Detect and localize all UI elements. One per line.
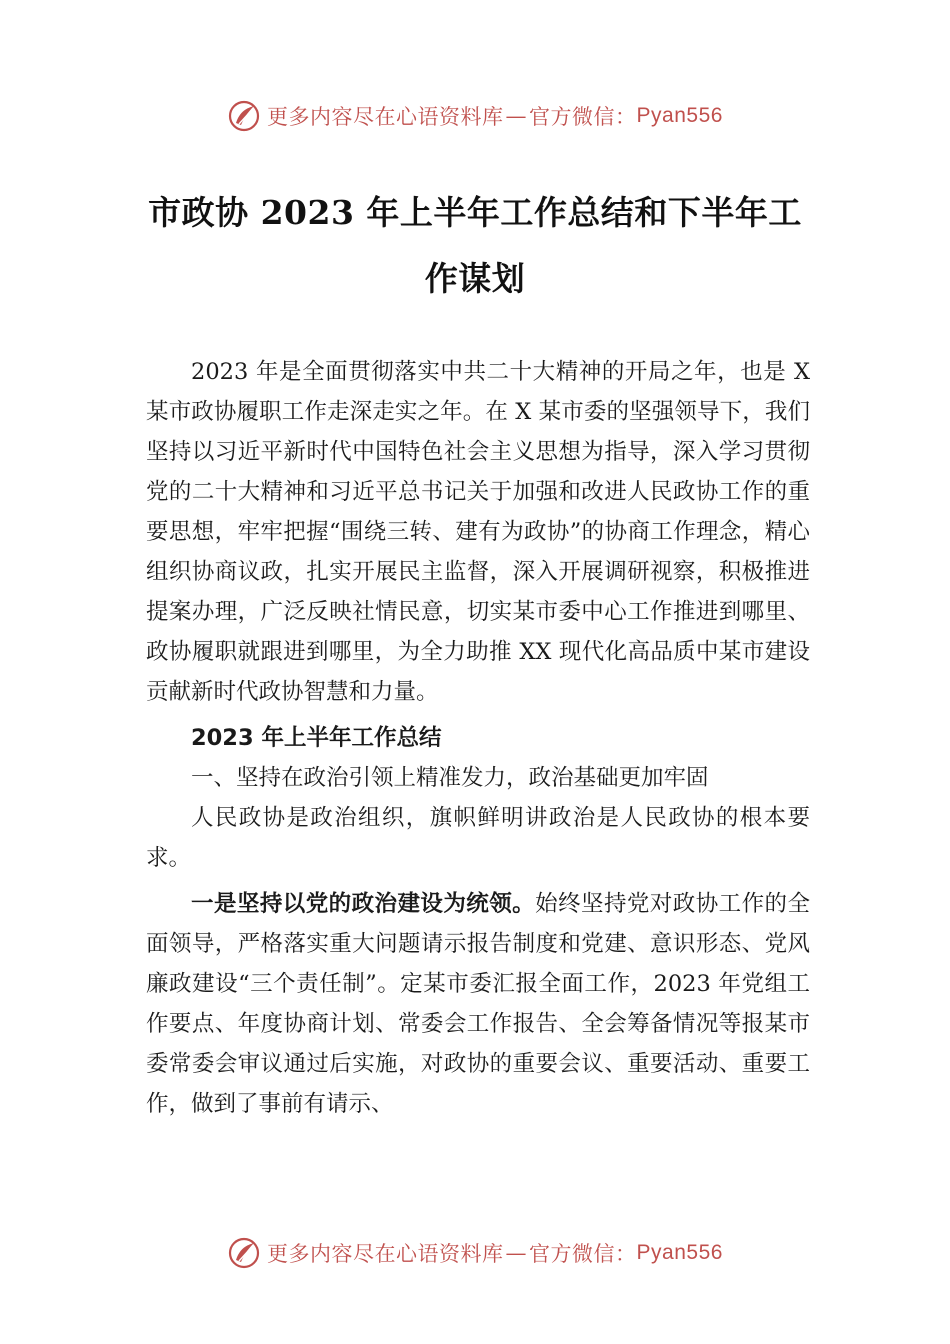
watermark-logo-icon xyxy=(227,1236,261,1270)
paragraph-party-building xyxy=(146,884,810,1124)
section-heading: 2023 年上半年工作总结 xyxy=(191,725,442,751)
watermark-logo-icon xyxy=(227,99,261,133)
paragraph-body: 始终坚持党对政协工作的全面领导，严格落实重大问题请示报告制度和党建、意识形态、党风廉政建设“三个责任制”。定某市委汇报全面工作，2023 年党组工作要点、年度协商计划、常委会工作报告、全会筹备情况等报某市委常委会审议通过后实施，对政协的重要会议、重要活动、重要工作，做到了事前有请示、 xyxy=(146,891,810,1117)
watermark-contact: 官方微信： xyxy=(529,105,637,129)
watermark-banner-top xyxy=(0,96,950,136)
document-body xyxy=(146,352,810,1124)
intro-paragraph: 2023 年是全面贯彻落实中共二十大精神的开局之年，也是 X 某市政协履职工作走深走实之年。在 X 某市委的坚强领导下，我们坚持以习近平新时代中国特色社会主义思想为指导，深入学习贯彻党的二十大精神和习近平总书记关于加强和改进人民政协工作的重要思想，牢牢把握“围绕三转、建有为政协”的协商工作理念，精心组织协商议政，扎实开展民主监督，深入开展调研视察，积极推进提案办理，广泛反映社情民意，切实某市委中心工作推进到哪里、政协履职就跟进到哪里，为全力助推 XX 现代化高品质中某市建设贡献新时代政协智慧和力量。 xyxy=(146,359,810,705)
watermark-banner-bottom xyxy=(0,1233,950,1273)
paragraph-lead: 一是坚持以党的政治建设为统领。 xyxy=(191,891,536,917)
watermark-wechat-id: Pyan556 xyxy=(636,104,723,127)
watermark-separator: — xyxy=(505,104,528,128)
subsection-heading: 一、坚持在政治引领上精准发力，政治基础更加牢固 xyxy=(191,765,709,791)
paragraph-political-organization: 人民政协是政治组织，旗帜鲜明讲政治是人民政协的根本要求。 xyxy=(146,805,810,871)
watermark-text: 更多内容尽在心语资料库 xyxy=(267,105,504,129)
watermark-contact: 官方微信： xyxy=(529,1242,637,1266)
watermark-text: 更多内容尽在心语资料库 xyxy=(267,1242,504,1266)
watermark-separator: — xyxy=(505,1241,528,1265)
document-title: 市政协 2023 年上半年工作总结和下半年工作谋划 xyxy=(148,193,802,298)
watermark-wechat-id: Pyan556 xyxy=(636,1241,723,1264)
